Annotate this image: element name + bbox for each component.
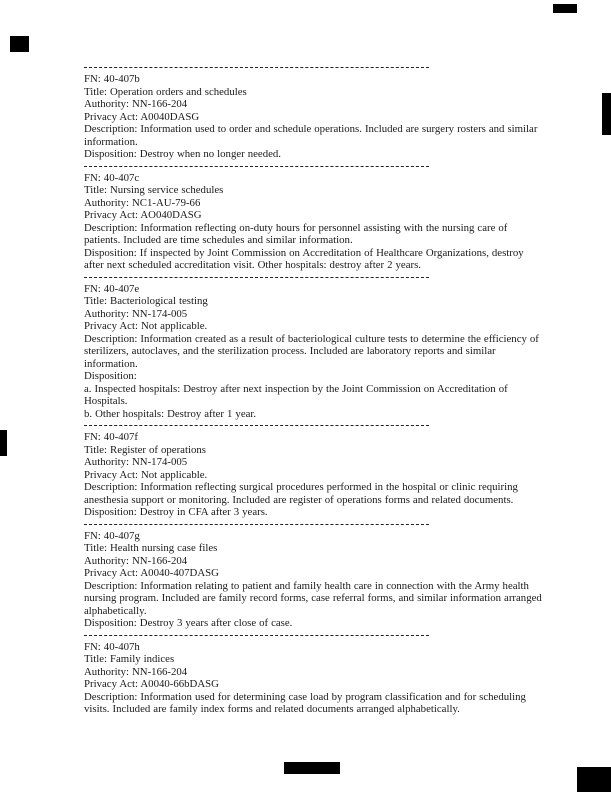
entry-line: FN: 40-407b	[84, 73, 140, 85]
entry-line: Title: Operation orders and schedules	[84, 85, 247, 98]
scan-artifact	[10, 36, 29, 52]
scan-artifact	[577, 767, 611, 792]
entry-line: Privacy Act: A0040-66bDASG	[84, 678, 219, 690]
scan-artifact	[284, 762, 340, 774]
dashed-separator	[84, 524, 429, 525]
scan-artifact	[0, 430, 7, 456]
entry-line: FN: 40-407h	[84, 640, 140, 653]
entry-line: Description: Information relating to patient and family health care in connection with the Army health nursing program. Included are family record forms, case referral forms, and similar information arranged alphabetically.	[84, 579, 542, 617]
entry-line: Authority: NN-166-204	[84, 665, 188, 678]
entry-line: Disposition: If inspected by Joint Commission on Accreditation of Healthcare Organizations, destroy after next scheduled accreditation visit. Other hospitals: destroy after 2 years.	[84, 246, 524, 271]
entry-line: Authority: NN-166-204	[84, 98, 188, 110]
entry-line: FN: 40-407g	[84, 529, 140, 542]
entry-line: Title: Bacteriological testing	[84, 295, 208, 307]
entry-line: FN: 40-407c	[84, 171, 140, 184]
entry-line: Disposition: Destroy when no longer needed.	[84, 148, 282, 160]
dashed-separator	[84, 67, 429, 68]
dashed-separator	[84, 425, 429, 426]
entry-line: FN: 40-407e	[84, 282, 140, 295]
entry-line: Description: Information used for determining case load by program classification and for scheduling visits. Included are family index forms and related documents arranged alphabetically.	[84, 690, 526, 715]
entry-line: Description: Information reflecting on-duty hours for personnel assisting with the nursing care of patients. Included are time schedules and similar information.	[84, 221, 508, 246]
entry-line: Privacy Act: Not applicable.	[84, 320, 208, 332]
entry-line: FN: 40-407f	[84, 431, 138, 443]
entry-line: Title: Nursing service schedules	[84, 184, 224, 196]
entry-line: Authority: NN-174-005	[84, 307, 188, 320]
scan-artifact	[602, 93, 611, 135]
entry-line: Privacy Act: Not applicable.	[84, 468, 208, 481]
document-content	[84, 62, 542, 716]
entry-line: Authority: NC1-AU-79-66	[84, 196, 201, 209]
entry-line: Privacy Act: AO040DASG	[84, 209, 202, 221]
entry-line: Title: Health nursing case files	[84, 542, 218, 554]
dashed-separator	[84, 166, 429, 167]
entry-line: Authority: NN-166-204	[84, 554, 188, 567]
entry-line: Description: Information reflecting surgical procedures performed in the hospital or clinic requiring anesthesia support or monitoring. Included are register of operations forms and related documents.	[84, 481, 518, 506]
entry-line: a. Inspected hospitals: Destroy after next inspection by the Joint Commission on Accreditation of Hospitals.	[84, 382, 508, 407]
entry-line: Privacy Act: A0040-407DASG	[84, 567, 219, 579]
entry-line: Authority: NN-174-005	[84, 456, 188, 468]
entry-line: Disposition: Destroy in CFA after 3 years.	[84, 506, 268, 518]
entry-line: Disposition: Destroy 3 years after close of case.	[84, 617, 293, 629]
entry-line: b. Other hospitals: Destroy after 1 year.	[84, 407, 257, 420]
entry-line: Description: Information created as a result of bacteriological culture tests to determine the efficiency of sterilizers, autoclaves, and the sterilization process. Included are laboratory reports and similar information.	[84, 332, 539, 370]
scan-artifact	[553, 4, 577, 13]
entry-line: Description: Information used to order and schedule operations. Included are surgery rosters and similar information.	[84, 123, 538, 148]
entry-line: Disposition:	[84, 370, 137, 382]
dashed-separator	[84, 635, 429, 636]
entry-line: Title: Family indices	[84, 653, 175, 665]
entry-line: Title: Register of operations	[84, 443, 206, 456]
entry-line: Privacy Act: A0040DASG	[84, 110, 200, 123]
dashed-separator	[84, 277, 429, 278]
